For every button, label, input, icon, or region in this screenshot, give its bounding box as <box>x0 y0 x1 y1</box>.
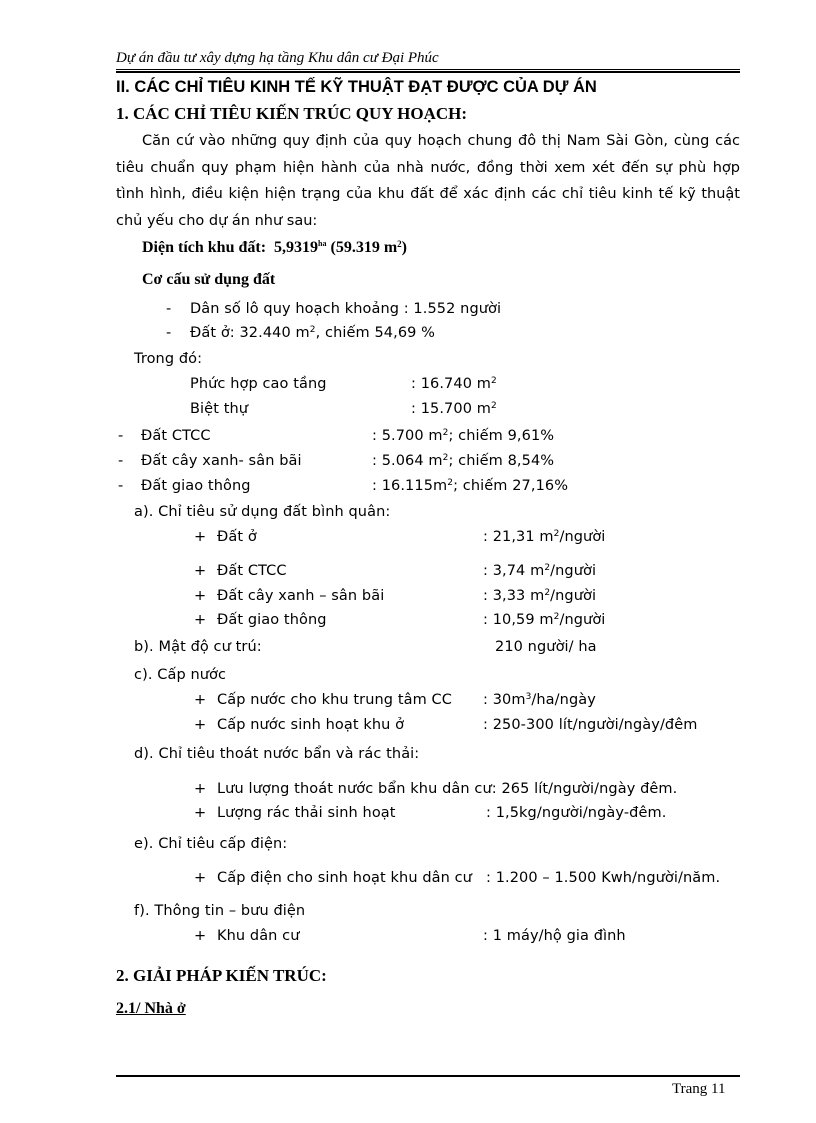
area-line <box>142 239 407 257</box>
area-value-m2: (59.319 m <box>330 239 398 256</box>
residential-text-1: Đất ở: 32.440 m <box>190 325 310 341</box>
subsection-1-title: 1. CÁC CHỈ TIÊU KIẾN TRÚC QUY HOẠCH: <box>116 104 468 123</box>
section-a-item-value <box>483 612 605 628</box>
area-sup: 2 <box>397 239 402 249</box>
bullet-plus: + <box>194 588 207 604</box>
land-item-sup: 2 <box>442 428 449 438</box>
land-item-value-2: ; chiếm 8,54% <box>448 453 555 469</box>
section-c-item-label: Cấp nước sinh hoạt khu ở <box>217 717 405 733</box>
area-value: 5,9319 <box>274 239 319 256</box>
section-f-item-value: : 1 máy/hộ gia đình <box>483 928 626 944</box>
section-a-item-value <box>483 588 596 604</box>
section-d-item-text: Lưu lượng thoát nước bẩn khu dân cư: 265 lít/người/ngày đêm. <box>217 781 678 797</box>
land-item-dash: - <box>118 478 124 494</box>
section-c-item-value <box>483 692 596 708</box>
value-2: /người <box>550 563 597 579</box>
section-f-item-label: Khu dân cư <box>217 928 300 944</box>
area-close: ) <box>401 239 407 256</box>
header-rule-thick <box>116 71 740 73</box>
value-sup: 2 <box>544 563 551 573</box>
value-sup: 2 <box>553 529 560 539</box>
bullet-plus: + <box>194 928 207 944</box>
sub-item-sup: 2 <box>490 376 497 386</box>
header-title: Dự án đầu tư xây dựng hạ tầng Khu dân cư Đại Phúc <box>116 50 439 66</box>
bullet-plus: + <box>194 717 207 733</box>
sub-item-value-text: : 16.740 m <box>411 376 491 392</box>
trong-do-label: Trong đó: <box>134 351 203 367</box>
section-a-item-label: Đất giao thông <box>217 612 327 628</box>
section-a-title: a). Chỉ tiêu sử dụng đất bình quân: <box>134 504 391 520</box>
value-1: : 21,31 m <box>483 529 554 545</box>
sub-item-value-text: : 15.700 m <box>411 401 491 417</box>
residential-text <box>190 325 435 341</box>
section-a-item-value <box>483 563 596 579</box>
sub-item-sup: 2 <box>490 401 497 411</box>
section-e-title: e). Chỉ tiêu cấp điện: <box>134 836 288 852</box>
bullet-plus: + <box>194 563 207 579</box>
area-unit: ha <box>318 239 327 248</box>
population-text: Dân số lô quy hoạch khoảng : 1.552 người <box>190 301 502 317</box>
intro-paragraph: Căn cứ vào những quy định của quy hoạch chung đô thị Nam Sài Gòn, cùng các tiêu chuẩn quy phạm hiện hành của nhà nước, đồng thời xem xét đến sự phù hợp tình hình, điều kiện hiện trạng của khu đất để xác định các chỉ tiêu kinh tế kỹ thuật chủ yếu cho dự án như sau: <box>116 133 740 229</box>
section-c-item-value <box>483 717 697 733</box>
land-item-value-2: ; chiếm 27,16% <box>453 478 569 494</box>
section-title: II. CÁC CHỈ TIÊU KINH TẾ KỸ THUẬT ĐẠT ĐƯỢC CỦA DỰ ÁN <box>116 78 597 96</box>
land-item-label: Đất cây xanh- sân bãi <box>141 453 302 469</box>
footer-rule <box>116 1075 740 1077</box>
subsection-2-title: 2. GIẢI PHÁP KIẾN TRÚC: <box>116 966 327 985</box>
sub-item-label: Phức hợp cao tầng <box>190 376 327 392</box>
land-item-label: Đất CTCC <box>141 428 211 444</box>
section-d-title: d). Chỉ tiêu thoát nước bẩn và rác thải: <box>134 746 420 762</box>
land-item-sup: 2 <box>447 478 454 488</box>
land-item-value <box>372 478 568 494</box>
section-a-item-value <box>483 529 605 545</box>
section-d-item-label: Lượng rác thải sinh hoạt <box>217 805 396 821</box>
value-1: : 250-300 lít/người/ngày/đêm <box>483 717 698 733</box>
value-2: /ha/ngày <box>531 692 596 708</box>
bullet-plus: + <box>194 805 207 821</box>
land-item-value <box>372 453 554 469</box>
section-f-title: f). Thông tin – bưu điện <box>134 903 306 919</box>
land-item-value-1: : 16.115m <box>372 478 448 494</box>
residential-sup: 2 <box>309 325 316 335</box>
subsection-2-1-title: 2.1/ Nhà ở <box>116 1000 186 1017</box>
land-use-title: Cơ cấu sử dụng đất <box>142 271 276 288</box>
land-item-dash: - <box>118 453 124 469</box>
bullet-plus: + <box>194 529 207 545</box>
section-d-item-value: : 1,5kg/người/ngày-đêm. <box>486 805 667 821</box>
land-item-dash: - <box>118 428 124 444</box>
value-1: : 30m <box>483 692 526 708</box>
area-label: Diện tích khu đất: <box>142 239 267 256</box>
section-e-item-value: : 1.200 – 1.500 Kwh/người/năm. <box>486 870 721 886</box>
section-a-item-label: Đất cây xanh – sân bãi <box>217 588 385 604</box>
land-item-label: Đất giao thông <box>141 478 251 494</box>
sub-item-label: Biệt thự <box>190 401 249 417</box>
section-a-item-label: Đất ở <box>217 529 257 545</box>
bullet-plus: + <box>194 612 207 628</box>
land-item-value-2: ; chiếm 9,61% <box>448 428 555 444</box>
value-1: : 10,59 m <box>483 612 554 628</box>
section-c-title: c). Cấp nước <box>134 667 227 683</box>
value-sup: 3 <box>525 692 532 702</box>
value-sup: 2 <box>544 588 551 598</box>
value-2: /người <box>559 612 606 628</box>
land-item-value-1: : 5.064 m <box>372 453 443 469</box>
section-b-value: 210 người/ ha <box>495 639 597 655</box>
header-rule-thin <box>116 69 740 70</box>
residential-dash: - <box>166 325 172 341</box>
section-b-label: b). Mật độ cư trú: <box>134 639 262 655</box>
page-number: Trang 11 <box>672 1081 726 1097</box>
land-item-sup: 2 <box>442 453 449 463</box>
sub-item-value <box>411 401 497 417</box>
section-e-item-label: Cấp điện cho sinh hoạt khu dân cư <box>217 870 472 886</box>
value-2: /người <box>550 588 597 604</box>
residential-text-2: , chiếm 54,69 % <box>315 325 436 341</box>
value-sup: 2 <box>553 612 560 622</box>
land-item-value <box>372 428 554 444</box>
value-1: : 3,33 m <box>483 588 545 604</box>
value-2: /người <box>559 529 606 545</box>
land-item-value-1: : 5.700 m <box>372 428 443 444</box>
section-c-item-label: Cấp nước cho khu trung tâm CC <box>217 692 452 708</box>
bullet-plus: + <box>194 692 207 708</box>
population-dash: - <box>166 301 172 317</box>
section-a-item-label: Đất CTCC <box>217 563 287 579</box>
value-1: : 3,74 m <box>483 563 545 579</box>
bullet-plus: + <box>194 870 207 886</box>
bullet-plus: + <box>194 781 207 797</box>
sub-item-value <box>411 376 497 392</box>
